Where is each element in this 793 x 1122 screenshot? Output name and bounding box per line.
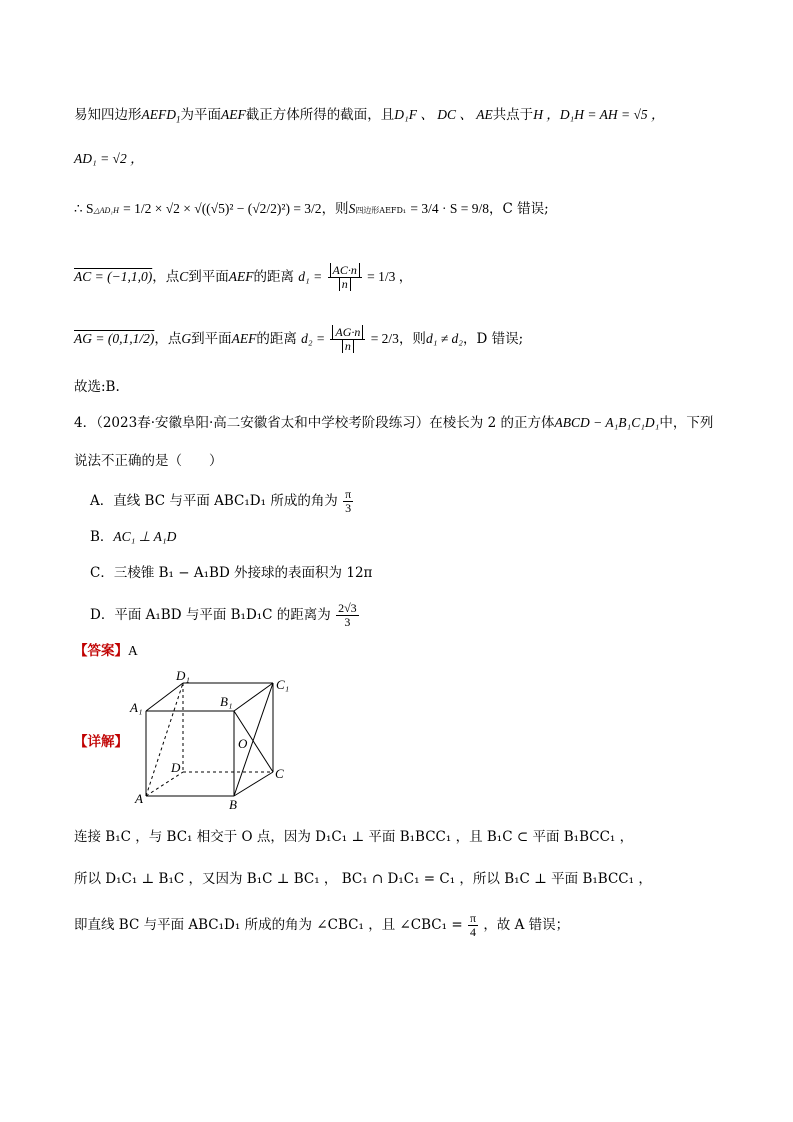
text: 连接 B₁C ，与 BC₁ 相交于 O 点，因为 D₁C₁ ⊥ 平面 B₁BCC₁ ，且 B₁C ⊂ 平面 B₁BCC₁ ， [74,829,634,845]
question-4-stem [74,412,733,434]
text: ，D 错误; [462,331,524,347]
label-d: D [171,760,181,775]
cube-figure [128,668,298,813]
option-text: AC₁ ⊥ A₁D [113,529,177,544]
diag-ad1 [146,683,183,796]
option-c [90,562,733,584]
solution-line-5 [74,326,733,353]
distance-fraction-2: $\frac{AG\cdot n}{n}$ [330,326,365,353]
answer-line [74,640,733,662]
math: S [348,201,356,216]
label-d1: D₁ [176,668,190,683]
option-a-fraction [343,488,353,515]
question-source: （2023春·安徽阜阳·高二安徽省太和中学校考阶段练习）在棱长为 2 的正方体 [96,415,555,431]
solution-line-4 [74,264,733,291]
numerator: 2√3 [338,601,357,615]
angle-fraction [468,912,478,939]
label-a1: A₁ [130,700,143,715]
text: ，C 错误; [489,201,549,217]
option-a [90,488,733,515]
math: AEF [231,331,257,346]
question-number: 4． [74,415,97,431]
numerator: π [345,487,352,501]
math: G [181,331,192,346]
math: D₁F 、 DC 、 AE [394,107,493,122]
subscript: 四边形AEFD₁ [355,206,407,215]
subscript: △AD₁H [93,206,119,215]
math: d₁ ≠ d₂ [425,331,463,346]
option-d [90,602,733,629]
math: D₁H = AH = √5 ， [559,107,665,122]
vector-ag: AG = (0,1,1/2) [74,331,155,346]
math: ∴ S [74,201,94,216]
math: AEF [221,107,246,122]
question-4-stem-2 [74,450,733,472]
numerator: π [469,911,477,925]
option-key: B． [90,529,114,545]
math: d₂ = [301,331,326,346]
label-c1: C₁ [276,677,290,692]
math: C [179,269,189,284]
math: = 1/3 ， [367,269,413,284]
math: AEF [228,269,254,284]
text: 易知四边形 [74,107,142,123]
math: AD₁ = √2 ， [74,151,144,166]
text: 为平面 [180,107,221,123]
explanation-line-2 [74,868,733,890]
area-formula: = 1/2 × √2 × √((√5)² − (√2/2)²) = 3/2 [123,201,322,216]
text: 所以 D₁C₁ ⊥ B₁C ，又因为 B₁C ⊥ BC₁ ， BC₁ ∩ D₁C₁ = C₁ ，所以 B₁C ⊥ 平面 B₁BCC₁ ， [74,871,652,887]
option-key: A． [90,493,114,509]
option-d-fraction [336,602,359,629]
explanation-line-3 [74,912,733,939]
edge-a1d1 [146,683,183,711]
label-o: O [238,736,248,751]
answer-label: 【答案】 [74,643,128,659]
text: 故选:B. [74,379,120,395]
denominator: 4 [469,925,476,939]
text: ，则 [398,331,426,347]
answer-value: A [128,643,138,658]
math: = 2/3 [370,331,399,346]
label-a: A [135,791,143,806]
vector-ac: AC = (−1,1,0) [74,269,153,284]
text: 共点于 [492,107,534,123]
text: 到平面 [188,269,229,285]
solution-conclusion [74,376,733,398]
explanation-line-1 [74,826,733,848]
denominator: 3 [344,615,351,629]
text: 的距离 [253,269,294,285]
text: 即直线 BC 与平面 ABC₁D₁ 所成的角为 ∠CBC₁ ，且 ∠CBC₁ = [74,917,463,933]
label-b: B [229,797,237,812]
text: 中，下列 [659,415,714,431]
edge-ad [146,772,183,796]
math: AEFD [141,107,176,122]
solution-line-3 [74,198,733,222]
label-c: C [275,766,284,781]
math: d₁ = [298,269,323,284]
label-b1: B₁ [220,694,233,709]
text: 的距离 [256,331,297,347]
option-key: C． [90,565,114,581]
solution-line-2 [74,148,733,170]
denominator: 3 [345,501,352,515]
text: ，则 [321,201,349,217]
edge-b1c1 [234,683,273,711]
solution-line-1 [74,104,733,131]
option-text: 平面 A₁BD 与平面 B₁D₁C 的距离为 [114,607,331,623]
text: 截正方体所得的截面，且 [245,107,395,123]
math: ABCD − A₁B₁C₁D₁ [554,415,660,430]
subscript: 1 [176,114,181,125]
text: ，点 [154,331,182,347]
math: H ， [533,107,560,122]
edge-bc [234,772,273,796]
text: 说法不正确的是（ ） [74,453,223,469]
text: ，故 A 错误； [483,917,570,933]
option-b [90,526,733,548]
distance-fraction-1: $\frac{AC\cdot n}{n}$ [328,264,362,291]
text: ，点 [152,269,180,285]
option-text: 三棱锥 B₁ − A₁BD 外接球的表面积为 12π [113,565,373,581]
text: 到平面 [191,331,232,347]
option-text: 直线 BC 与平面 ABC₁D₁ 所成的角为 [113,493,338,509]
detail-label: 【详解】 [74,734,128,750]
option-key: D． [90,607,115,623]
area-ratio: = 3/4 · S = 9/8 [410,201,490,216]
